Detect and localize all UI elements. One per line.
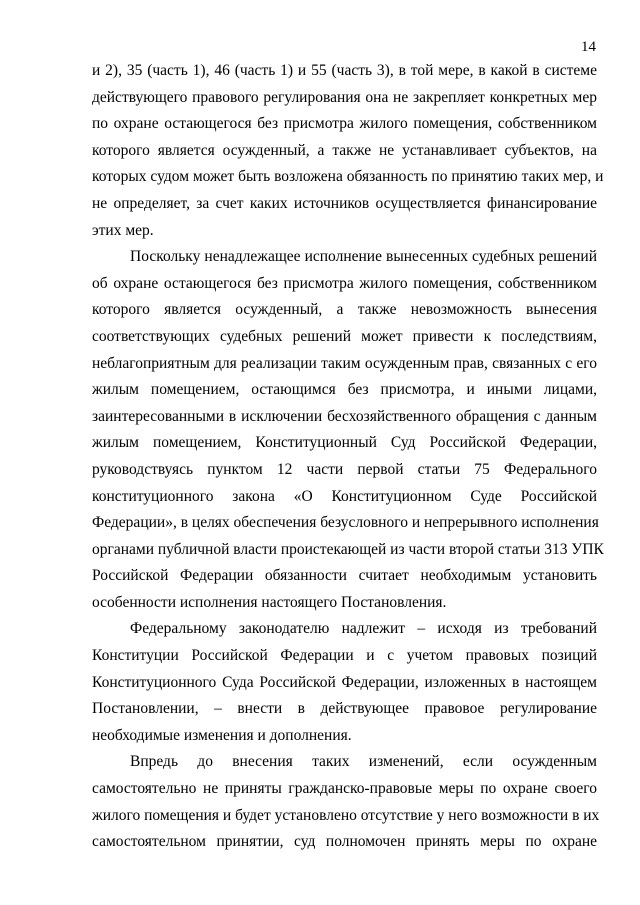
text-line: заинтересованными в исключении бесхозяйственного обращения с данным xyxy=(92,407,597,425)
text-line: жилым помещением, Конституционный Суд Российской Федерации, xyxy=(92,434,597,452)
text-line: Поскольку ненадлежащее исполнение вынесенных судебных решений xyxy=(130,248,597,266)
text-line: Федеральному законодателю надлежит – исходя из требований xyxy=(130,620,597,638)
text-line: Конституционного Суда Российской Федерации, изложенных в настоящем xyxy=(92,673,597,691)
text-line: Российской Федерации обязанности считает необходимым установить xyxy=(92,567,597,585)
text-line: жилым помещением, остающимся без присмотра, и иными лицами, xyxy=(92,381,597,399)
paragraph xyxy=(92,58,604,244)
text-line: не определяет, за счет каких источников осуществляется финансирование xyxy=(92,194,597,212)
text-line: органами публичной власти проистекающей из части второй статьи 313 УПК xyxy=(92,540,604,558)
text-line: соответствующих судебных решений может привести к последствиям, xyxy=(92,327,597,345)
paragraph xyxy=(92,749,600,855)
text-line: этих мер. xyxy=(92,221,154,239)
page-number: 14 xyxy=(581,39,596,55)
text-line: об охране остающегося без присмотра жилого помещения, собственником xyxy=(92,274,597,292)
text-line: Федерации», в целях обеспечения безусловного и непрерывного исполнения xyxy=(92,514,599,532)
text-line: действующего правового регулирования она не закрепляет конкретных мер xyxy=(92,88,597,106)
text-line: которого является осужденный, а также невозможность вынесения xyxy=(92,301,597,319)
text-line: конституционного закона «О Конституционном Суде Российской xyxy=(92,487,597,505)
text-line: особенности исполнения настоящего Постановления. xyxy=(92,593,447,611)
document-body xyxy=(92,58,604,856)
paragraph xyxy=(92,616,597,749)
text-line: самостоятельном принятии, суд полномочен принять меры по охране xyxy=(92,833,597,851)
text-line: Впредь до внесения таких изменений, если осужденным xyxy=(130,753,597,771)
text-line: которого является осужденный, а также не устанавливает субъектов, на xyxy=(92,141,597,159)
text-line: Постановлении, – внести в действующее правовое регулирование xyxy=(92,700,597,718)
text-line: жилого помещения и будет установлено отсутствие у него возможности в их xyxy=(92,806,600,824)
text-line: и 2), 35 (часть 1), 46 (часть 1) и 55 (часть 3), в той мере, в какой в системе xyxy=(92,62,597,79)
text-line: по охране остающегося без присмотра жилого помещения, собственником xyxy=(92,115,597,133)
text-line: руководствуясь пунктом 12 части первой статьи 75 Федерального xyxy=(92,460,597,478)
text-line: самостоятельно не приняты гражданско-правовые меры по охране своего xyxy=(92,780,597,798)
paragraph xyxy=(92,244,604,616)
text-line: которых судом может быть возложена обязанность по принятию таких мер, и xyxy=(92,168,604,186)
text-line: неблагоприятным для реализации таким осужденным прав, связанных с его xyxy=(92,354,597,372)
text-line: Конституции Российской Федерации и с учетом правовых позиций xyxy=(92,647,597,665)
text-line: необходимые изменения и дополнения. xyxy=(92,726,352,744)
